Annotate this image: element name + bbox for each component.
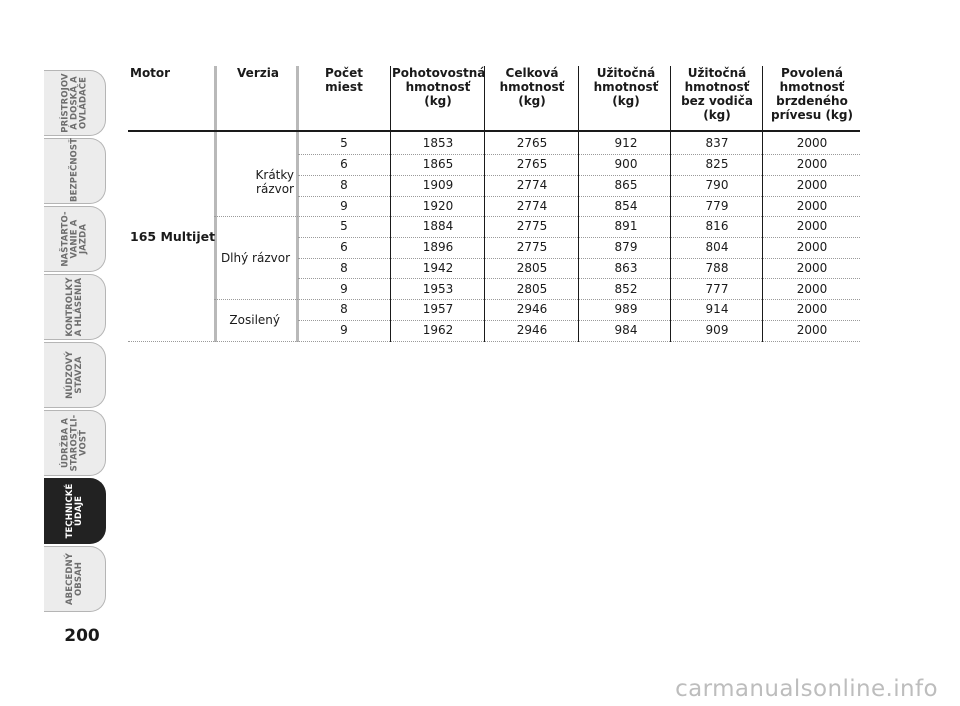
cell-povolena: 2000 [796,136,828,150]
table-bottom-rule [128,341,860,342]
column-divider [578,66,579,342]
cell-pocet: 5 [340,136,348,150]
cell-pohotovostna: 1896 [422,240,454,254]
cell-pohotovostna: 1957 [422,302,454,316]
cell-uzitocna: 912 [614,136,638,150]
row-divider [298,237,860,238]
cell-celkova: 2805 [516,261,548,275]
tab-kontrolky[interactable] [44,274,106,340]
cell-uzitocna: 900 [614,157,638,171]
cell-pohotovostna: 1853 [422,136,454,150]
row-divider [298,320,860,321]
cell-uzitocna-bez-vodica: 909 [705,323,729,337]
cell-povolena: 2000 [796,282,828,296]
column-divider [390,66,391,342]
tab-technicke-udaje[interactable] [44,478,106,544]
cell-celkova: 2946 [516,302,548,316]
header-pocet-miest: Počet miest [324,66,364,94]
cell-povolena: 2000 [796,199,828,213]
cell-pocet: 8 [340,302,348,316]
row-divider [298,278,860,279]
verzia-label: Zosilený [229,313,280,327]
cell-uzitocna: 984 [614,323,638,337]
page-number: 200 [64,626,100,646]
cell-pocet: 9 [340,199,348,213]
header-povolena: Povolená hmotnosť brzdeného prívesu (kg) [771,66,853,122]
cell-uzitocna-bez-vodica: 816 [705,219,729,233]
cell-celkova: 2946 [516,323,548,337]
cell-pocet: 9 [340,323,348,337]
watermark: carmanualsonline.info [675,676,938,702]
tab-label: TECHNICKÉ ÚDAJE [64,483,84,539]
header-rule [128,130,860,132]
cell-uzitocna-bez-vodica: 779 [705,199,729,213]
tab-label: PRÍSTROJOV Á DOSKA A OVLÁDAČE [60,73,88,133]
cell-uzitocna: 989 [614,302,638,316]
tab-label: NAŠTARTO- VANIE A JAZDA [60,211,88,267]
cell-povolena: 2000 [796,178,828,192]
tab-label: NÚDZOVÝ STAVZA [64,351,84,399]
row-divider [298,196,860,197]
cell-pohotovostna: 1942 [422,261,454,275]
header-verzia: Verzia [237,66,279,80]
group-divider [214,216,860,217]
tab-label: ABECEDNÝ OBSAH [64,552,84,606]
cell-uzitocna-bez-vodica: 788 [705,261,729,275]
header-pohotovostna: Pohotovostná hmotnosť (kg) [392,66,486,108]
cell-uzitocna-bez-vodica: 804 [705,240,729,254]
cell-pocet: 5 [340,219,348,233]
cell-celkova: 2765 [516,136,548,150]
cell-celkova: 2775 [516,219,548,233]
cell-uzitocna-bez-vodica: 837 [705,136,729,150]
row-divider [298,154,860,155]
cell-uzitocna: 891 [614,219,638,233]
tab-abecedny-obsah[interactable] [44,546,106,612]
verzia-label: Dlhý rázvor [220,251,290,265]
cell-pocet: 6 [340,240,348,254]
header-celkova: Celková hmotnosť (kg) [499,66,565,108]
cell-pocet: 8 [340,178,348,192]
cell-pohotovostna: 1909 [422,178,454,192]
cell-uzitocna: 865 [614,178,638,192]
cell-celkova: 2775 [516,240,548,254]
cell-uzitocna: 879 [614,240,638,254]
cell-celkova: 2765 [516,157,548,171]
tab-bezpecnost[interactable] [44,138,106,204]
cell-celkova: 2774 [516,199,548,213]
cell-pohotovostna: 1884 [422,219,454,233]
header-uzitocna: Užitočná hmotnosť (kg) [593,66,659,108]
cell-celkova: 2774 [516,178,548,192]
cell-povolena: 2000 [796,302,828,316]
column-divider [484,66,485,342]
header-motor: Motor [130,66,171,80]
cell-celkova: 2805 [516,282,548,296]
tab-nudzovy-stav[interactable] [44,342,106,408]
cell-uzitocna: 854 [614,199,638,213]
cell-pocet: 6 [340,157,348,171]
cell-pocet: 9 [340,282,348,296]
cell-pohotovostna: 1865 [422,157,454,171]
header-uzitocna-bez-vodica: Užitočná hmotnosť bez vodiča (kg) [681,66,753,122]
group-divider [214,299,860,300]
tab-pristrojova-doska[interactable] [44,70,106,136]
tab-label: ÚDRŽBA A STAROSTLI- VOSŤ [60,414,88,472]
cell-povolena: 2000 [796,261,828,275]
row-divider [298,175,860,176]
cell-uzitocna-bez-vodica: 777 [705,282,729,296]
cell-povolena: 2000 [796,219,828,233]
motor-label: 165 Multijet [130,229,216,244]
tab-label: KONTROLKY A HLÁSENIA [64,277,84,337]
cell-povolena: 2000 [796,157,828,171]
cell-pohotovostna: 1920 [422,199,454,213]
cell-uzitocna-bez-vodica: 790 [705,178,729,192]
cell-uzitocna-bez-vodica: 825 [705,157,729,171]
verzia-label: Krátky rázvor [255,168,294,196]
column-divider [762,66,763,342]
cell-povolena: 2000 [796,323,828,337]
cell-uzitocna-bez-vodica: 914 [705,302,729,316]
cell-pohotovostna: 1962 [422,323,454,337]
cell-pocet: 8 [340,261,348,275]
column-divider [296,66,299,342]
tab-udrzba[interactable] [44,410,106,476]
tab-label: BEZPEČNOSŤ [69,138,79,202]
cell-povolena: 2000 [796,240,828,254]
cell-pohotovostna: 1953 [422,282,454,296]
row-divider [298,258,860,259]
tab-nastartovanie[interactable] [44,206,106,272]
column-divider [214,66,217,342]
cell-uzitocna: 863 [614,261,638,275]
cell-uzitocna: 852 [614,282,638,296]
weights-table [128,66,860,342]
